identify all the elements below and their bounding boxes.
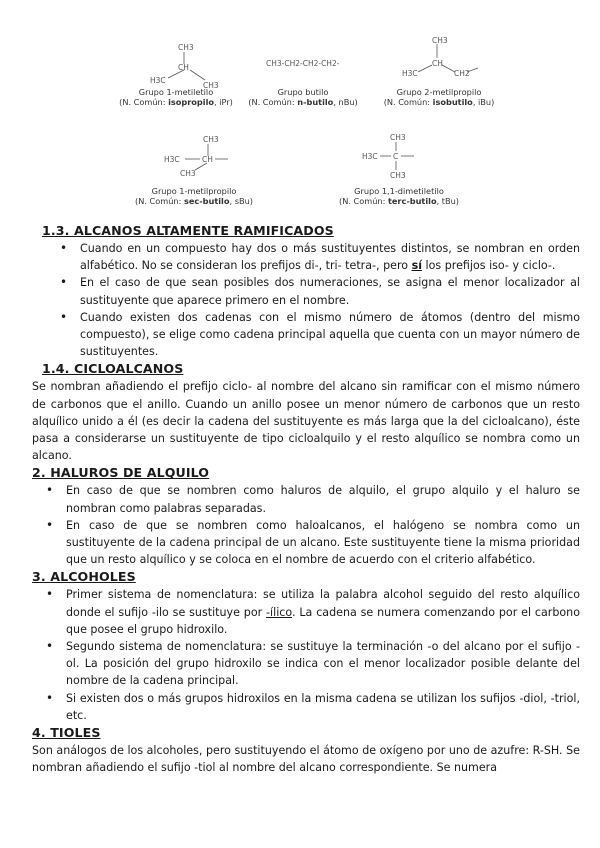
list-item: • Cuando existen dos cadenas con el mismo número de átomos (dentro del mismo compuesto), se elige como cadena principal aquella que cuenta con un mayor número de sustituyentes. — [80, 309, 580, 361]
caption-suffix: , iPr) — [214, 97, 233, 107]
document-body — [32, 222, 580, 776]
bullet-list — [32, 482, 580, 568]
caption-bold: terc-butilo — [387, 196, 437, 206]
atom-label: CH2 — [454, 69, 470, 78]
list-text: Cuando en un compuesto hay dos o más sustituyentes distintos, se nombran en orden alfabético. No se consideran los prefijos di-, tri- tetra-, pero — [80, 242, 580, 273]
atom-label: CH3-CH2-CH2-CH2- — [266, 59, 340, 68]
section-heading: 1.4. CICLOALCANOS — [42, 361, 184, 377]
caption-name: Grupo 2-metilpropilo — [396, 87, 482, 97]
list-item: • En caso de que se nombren como haloalcanos, el halógeno se nombra como un sustituyente de la cadena principal de un alcano. Este sustituyente tiene la misma prioridad que un resto alquílico y se coloca en el nombre de acuerdo con el criterio alfabético. — [66, 517, 580, 569]
list-text: Primer sistema de nomenclatura: se utiliza la palabra alcohol seguido del resto alquílico donde el sufijo -ilo se sustituye por — [66, 588, 580, 619]
atom-label: CH — [178, 63, 189, 72]
caption-suffix: , iBu) — [472, 97, 495, 107]
structure-caption — [94, 186, 294, 206]
caption-common — [339, 97, 539, 107]
caption-suffix: , tBu) — [436, 196, 459, 206]
caption-bold: n-butilo — [297, 97, 334, 107]
caption-bold: isobutilo — [432, 97, 473, 107]
list-text: los prefijos iso- y ciclo-. — [422, 259, 556, 273]
list-item: • En el caso de que sean posibles dos numeraciones, se asigna el menor localizador al sustituyente que aparece primero en el nombre. — [80, 274, 580, 308]
list-item: • En caso de que se nombren como haluros de alquilo, el grupo alquilo y el haluro se nombran como palabras separadas. — [66, 482, 580, 516]
caption-name: Grupo butilo — [277, 87, 329, 97]
bond — [418, 65, 432, 72]
caption-bold: sec-butilo — [183, 196, 230, 206]
structure-caption — [299, 186, 499, 206]
atom-label: CH3 — [180, 169, 196, 178]
atom-label: CH3 — [203, 81, 219, 90]
bullet-list — [32, 586, 580, 724]
section-heading: 1.3. ALCANOS ALTAMENTE RAMIFICADOS — [42, 223, 334, 238]
atom-label: CH — [432, 59, 443, 68]
atom-label: H3C — [362, 152, 378, 161]
structures-figure — [0, 0, 600, 222]
caption-prefix: (N. Común: — [383, 97, 433, 107]
caption-name: Grupo 1,1-dimetiletilo — [354, 186, 444, 196]
structure-caption — [339, 87, 539, 107]
section-heading: 4. TIOLES — [32, 725, 101, 741]
atom-label: CH3 — [178, 43, 194, 52]
section-heading: 2. HALUROS DE ALQUILO — [32, 465, 210, 481]
atom-label: CH3 — [432, 36, 448, 45]
list-item: • Segundo sistema de nomenclatura: se sustituye la terminación -o del alcano por el sufijo -ol. La posición del grupo hidroxilo se indica con el menor localizador posible delante del nombre de la cadena principal. — [66, 638, 580, 690]
caption-name: Grupo 1-metiletilo — [138, 87, 214, 97]
caption-prefix: (N. Común: — [248, 97, 298, 107]
caption-name: Grupo 1-metilpropilo — [151, 186, 237, 196]
caption-prefix: (N. Común: — [119, 97, 169, 107]
atom-label: H3C — [150, 76, 166, 85]
list-text: . La cadena se numera comenzando por el carbono que posee el grupo hidroxilo. — [66, 605, 581, 636]
emphasis-text: sí — [411, 259, 423, 273]
atom-label: CH3 — [390, 171, 406, 180]
list-item — [66, 586, 580, 638]
caption-common — [94, 196, 294, 206]
section-heading: 3. ALCOHOLES — [32, 569, 136, 585]
caption-bold: isopropilo — [168, 97, 215, 107]
caption-prefix: (N. Común: — [339, 196, 388, 206]
paragraph: Se nombran añadiendo el prefijo ciclo- al nombre del alcano sin ramificar con el mismo número de carbonos que el anillo. Cuando un anillo posee un menor número de carbonos que un resto alquílico unido a él (es decir la cadena del sustituyente es más larga que la del cicloalcano), éste pasa a considerarse un sustituyente de tipo cicloalquilo y el resto alquílico se nombra como un alcano. — [32, 380, 580, 463]
bullet-list — [32, 240, 580, 360]
atom-label: C — [393, 152, 399, 161]
atom-label: CH3 — [390, 133, 406, 142]
bond — [195, 163, 207, 170]
list-item: • Si existen dos o más grupos hidroxilos en la misma cadena se utilizan los sufijos -diol, -triol, etc. — [66, 690, 580, 724]
caption-common — [299, 196, 499, 206]
atom-label: H3C — [402, 69, 418, 78]
list-item — [80, 240, 580, 274]
atom-label: H3C — [164, 155, 180, 164]
atom-label: CH3 — [203, 135, 219, 144]
caption-suffix: , sBu) — [229, 196, 253, 206]
emphasis-text: -ílico — [266, 605, 292, 619]
atom-label: CH — [202, 155, 213, 164]
caption-suffix: , nBu) — [333, 97, 358, 107]
bond — [190, 70, 205, 80]
caption-prefix: (N. Común: — [135, 196, 184, 206]
paragraph: Son análogos de los alcoholes, pero sustituyendo el átomo de oxígeno por uno de azufre: R-SH. Se nombran añadiendo el sufijo -tiol al nombre del alcano correspondiente. Se numera — [32, 744, 580, 775]
